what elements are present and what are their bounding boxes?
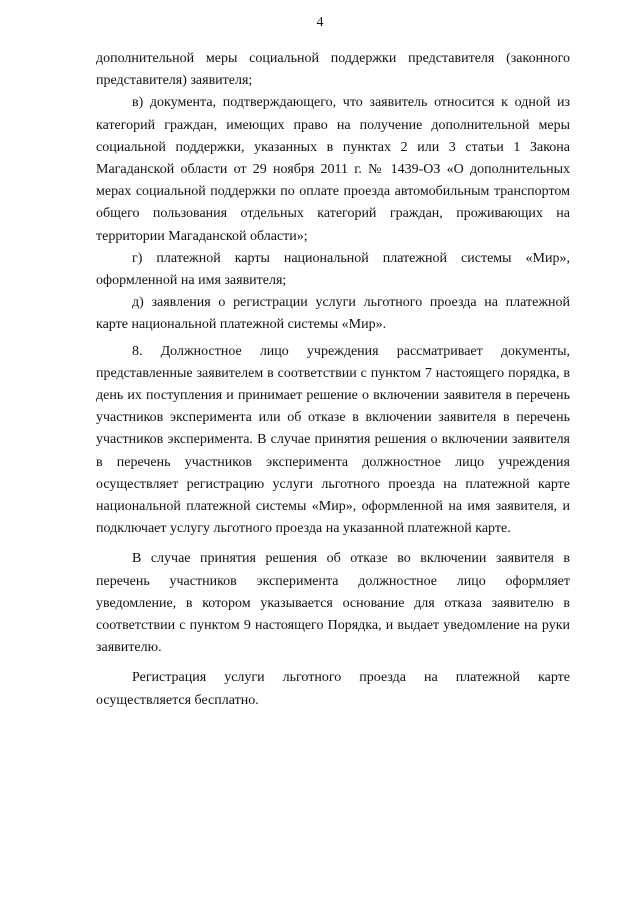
paragraph-refusal: В случае принятия решения об отказе во включении заявителя в перечень участников эксперимента должностное лицо оформляет уведомление, в котором указывается основание для отказа заявителю в соответствии с пунктом 9 настоящего Порядка, и выдает уведомление на руки заявителю. [96, 551, 570, 656]
paragraph-item-d: д) заявления о регистрации услуги льготного проезда на платежной карте национальной платежной системы «Мир». [96, 295, 570, 333]
paragraph-section-8: 8. Должностное лицо учреждения рассматривает документы, представленные заявителем в соответствии с пунктом 7 настоящего порядка, в день их поступления и принимает решение о включении заявителя в перечень участников эксперимента или об отказе в включении заявителя в перечень участников эксперимента. В случае принятия решения о включении заявителя в перечень участников эксперимента должностное лицо учреждения осуществляет регистрацию услуги льготного проезда на платежной карте национальной платежной системы «Мир», оформленной на имя заявителя, и подключает услугу льготного проезда на указанной платежной карте. [96, 343, 570, 537]
document-body [96, 48, 570, 712]
paragraph-registration-free: Регистрация услуги льготного проезда на платежной карте осуществляется бесплатно. [96, 670, 570, 708]
paragraph-continuation: дополнительной меры социальной поддержки представителя (законного представителя) заявителя; [96, 51, 570, 89]
paragraph-item-g: г) платежной карты национальной платежной системы «Мир», оформленной на имя заявителя; [96, 250, 570, 289]
paragraph-item-v: в) документа, подтверждающего, что заявитель относится к одной из категорий граждан, имеющих право на получение дополнительной меры социальной поддержки, указанных в пунктах 2 или 3 статьи 1 Закона Магаданской области от 29 ноября 2011 г. № 1439-ОЗ «О дополнительных мерах социальной поддержки по оплате проезда автомобильным транспортом общего пользования отдельных категорий граждан, проживающих на территории Магаданской области»; [96, 95, 570, 244]
page-number: 4 [316, 15, 324, 30]
